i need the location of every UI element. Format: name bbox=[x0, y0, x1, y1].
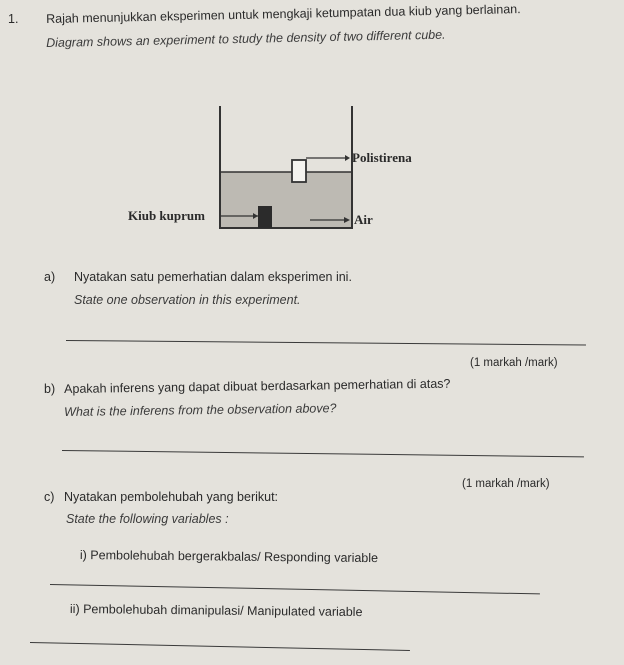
part-c-question-english: State the following variables : bbox=[66, 512, 229, 526]
label-water: Air bbox=[354, 212, 373, 227]
part-c-ii-answer-line[interactable] bbox=[30, 642, 410, 651]
question-number: 1. bbox=[8, 12, 19, 26]
part-c-question-malay: Nyatakan pembolehubah yang berikut: bbox=[64, 490, 279, 504]
part-a-question-english: State one observation in this experiment. bbox=[74, 293, 301, 307]
part-a-mark: (1 markah /mark) bbox=[470, 357, 558, 369]
copper-cube bbox=[258, 206, 272, 228]
part-a-answer-line[interactable] bbox=[66, 340, 586, 346]
question-intro-english: Diagram shows an experiment to study the density of two different cube. bbox=[46, 27, 446, 50]
part-b-letter: b) bbox=[44, 382, 56, 396]
part-c-i-answer-line[interactable] bbox=[50, 584, 540, 594]
part-a-question-malay: Nyatakan satu pemerhatian dalam eksperimen ini. bbox=[74, 270, 352, 284]
part-b-question-malay: Apakah inferens yang dapat dibuat berdasarkan pemerhatian di atas? bbox=[64, 376, 451, 396]
part-b-mark: (1 markah /mark) bbox=[462, 478, 550, 490]
part-a-letter: a) bbox=[44, 270, 56, 284]
water bbox=[221, 172, 351, 227]
label-copper-cube: Kiub kuprum bbox=[128, 208, 205, 223]
part-c-item-i: i) Pembolehubah bergerakbalas/ Responding variable bbox=[79, 548, 379, 566]
part-c-item-ii: ii) Pembolehubah dimanipulasi/ Manipulated variable bbox=[69, 602, 363, 620]
label-polystyrene: Polistirena bbox=[352, 150, 412, 165]
question-intro-malay: Rajah menunjukkan eksperimen untuk mengkaji ketumpatan dua kiub yang berlainan. bbox=[46, 2, 521, 26]
part-b-answer-line[interactable] bbox=[62, 450, 584, 457]
part-c-letter: c) bbox=[44, 490, 55, 504]
polystyrene-cube bbox=[292, 160, 306, 182]
part-b-question-english: What is the inferens from the observation above? bbox=[64, 401, 337, 419]
